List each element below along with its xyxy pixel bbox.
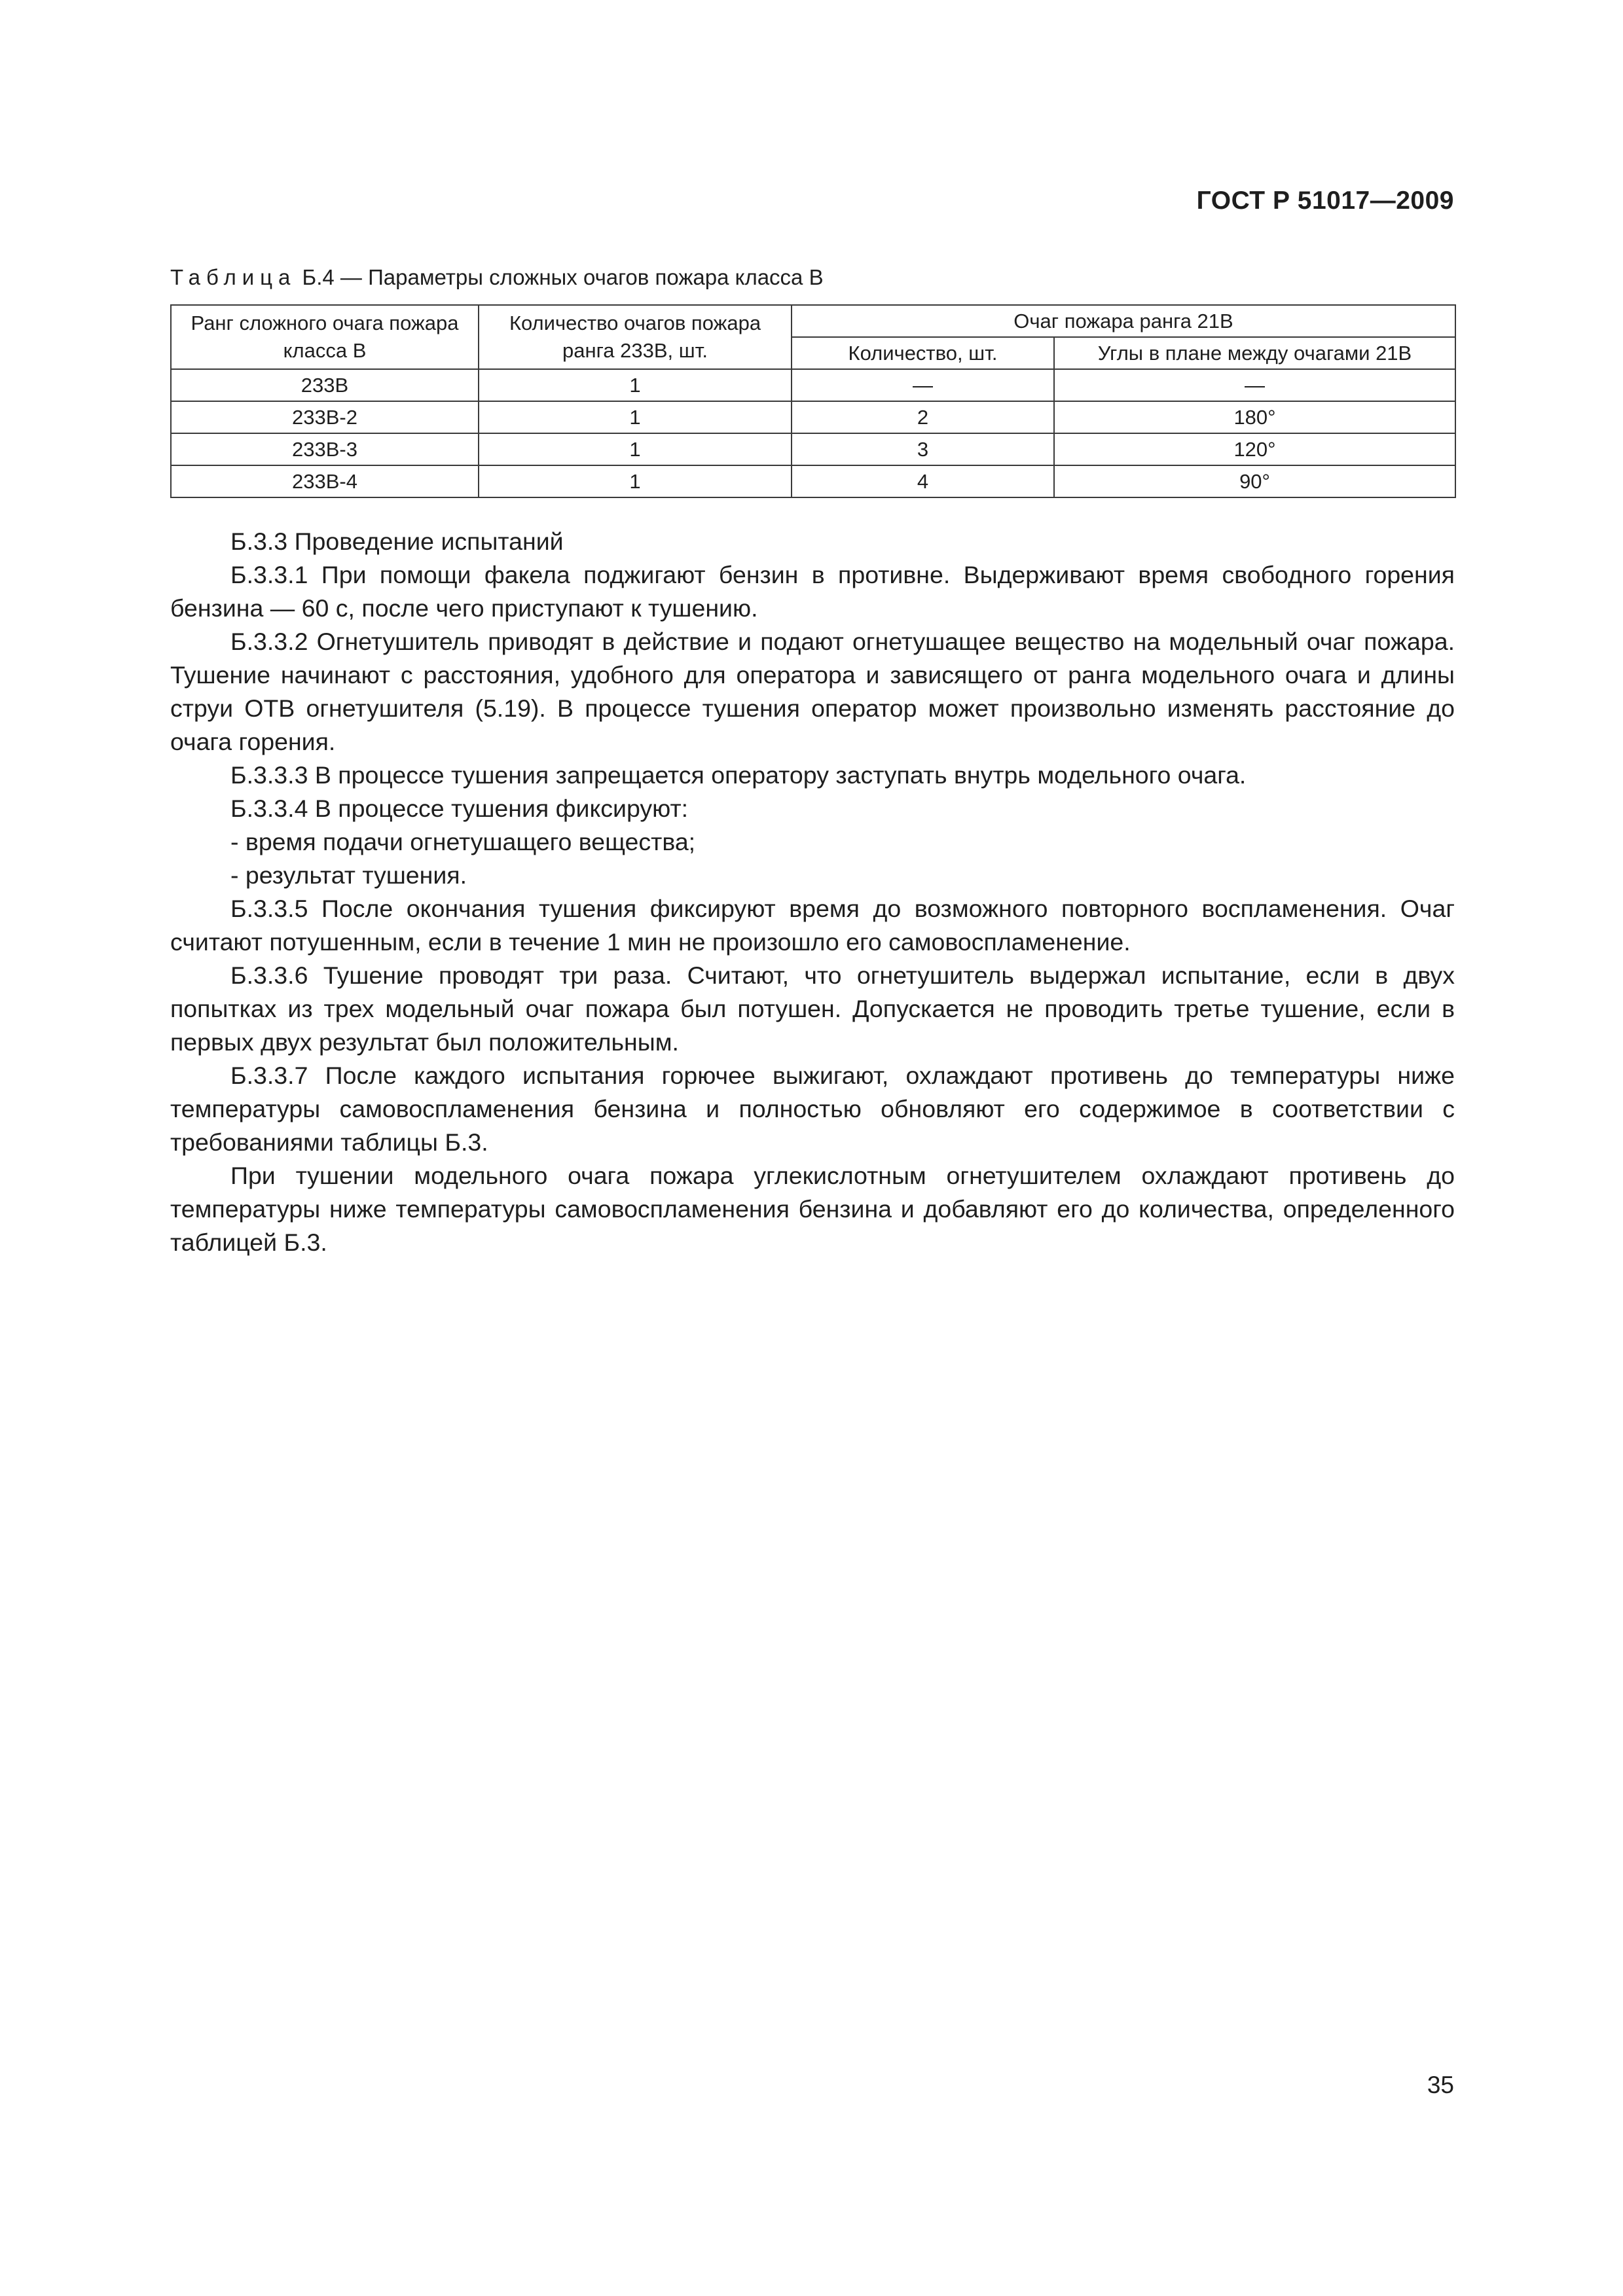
document-code: ГОСТ Р 51017—2009 <box>1196 187 1454 215</box>
paragraph: Б.3.3.2 Огнетушитель приводят в действие и подают огнетушащее вещество на модельный очаг пожара. Тушение начинают с расстояния, удобного для оператора и зависящего от ранга модельного очага и длины струи ОТВ огнетушителя (5.19). В процессе тушения оператор может произвольно изменять расстояние до очага горения. <box>170 628 1455 755</box>
cell-count-233: 1 <box>479 369 792 401</box>
cell-count-233: 1 <box>479 433 792 465</box>
params-table <box>170 304 1456 498</box>
paragraph: Б.3.3.7 После каждого испытания горючее выжигают, охлаждают противень до температуры ниже температуры самовоспламенения бензина и полностью обновляют его содержимое в соответствии с требованиями таблицы Б.3. <box>170 1062 1455 1156</box>
list-item: - результат тушения. <box>230 861 467 889</box>
table-caption-lead: Таблица <box>170 265 297 289</box>
cell-count-21: 3 <box>792 433 1054 465</box>
cell-rank: 233В-3 <box>171 433 479 465</box>
list-item: - время подачи огнетушащего вещества; <box>230 828 696 855</box>
header-rank: Ранг сложного очага пожара класса В <box>171 305 479 369</box>
paragraph: Б.3.3.6 Тушение проводят три раза. Считают, что огнетушитель выдержал испытание, если в двух попытках из трех модельный очаг пожара был потушен. Допускается не проводить третье тушение, если в первых двух результат был положительным. <box>170 961 1455 1056</box>
table-caption-title: Б.4 — Параметры сложных очагов пожара класса В <box>296 265 824 289</box>
cell-count-21: 2 <box>792 401 1054 433</box>
section-heading: Б.3.3 Проведение испытаний <box>230 528 564 555</box>
cell-rank: 233В-4 <box>171 465 479 497</box>
paragraph: Б.3.3.1 При помощи факела поджигают бензин в противне. Выдерживают время свободного горения бензина — 60 с, после чего приступают к тушению. <box>170 561 1455 622</box>
paragraph: Б.3.3.3 В процессе тушения запрещается оператору заступать внутрь модельного очага. <box>230 761 1247 789</box>
table-header-row <box>171 305 1455 337</box>
page-number: 35 <box>1427 2072 1454 2098</box>
header-angles: Углы в плане между очагами 21В <box>1054 337 1455 369</box>
paragraph: При тушении модельного очага пожара углекислотным огнетушителем охлаждают противень до температуры ниже температуры самовоспламенения бензина и добавляют его до количества, определенного таблицей Б.3. <box>170 1162 1455 1256</box>
table-row <box>171 433 1455 465</box>
cell-angles: 180° <box>1054 401 1455 433</box>
cell-angles: 120° <box>1054 433 1455 465</box>
header-count-233: Количество очагов пожара ранга 233В, шт. <box>479 305 792 369</box>
table-row <box>171 369 1455 401</box>
paragraph: Б.3.3.5 После окончания тушения фиксируют время до возможного повторного воспламенения. Очаг считают потушенным, если в течение 1 мин не произошло его самовоспламенение. <box>170 895 1455 956</box>
cell-count-233: 1 <box>479 465 792 497</box>
cell-rank: 233В <box>171 369 479 401</box>
table-row <box>171 465 1455 497</box>
cell-count-233: 1 <box>479 401 792 433</box>
cell-count-21: — <box>792 369 1054 401</box>
params-table-container <box>170 304 1455 498</box>
header-group-21: Очаг пожара ранга 21В <box>792 305 1455 337</box>
cell-angles: — <box>1054 369 1455 401</box>
cell-count-21: 4 <box>792 465 1054 497</box>
paragraph: Б.3.3.4 В процессе тушения фиксируют: <box>230 795 689 822</box>
cell-rank: 233В-2 <box>171 401 479 433</box>
table-caption <box>170 265 824 290</box>
cell-angles: 90° <box>1054 465 1455 497</box>
body-text <box>170 525 1455 1259</box>
header-count-21: Количество, шт. <box>792 337 1054 369</box>
table-row <box>171 401 1455 433</box>
